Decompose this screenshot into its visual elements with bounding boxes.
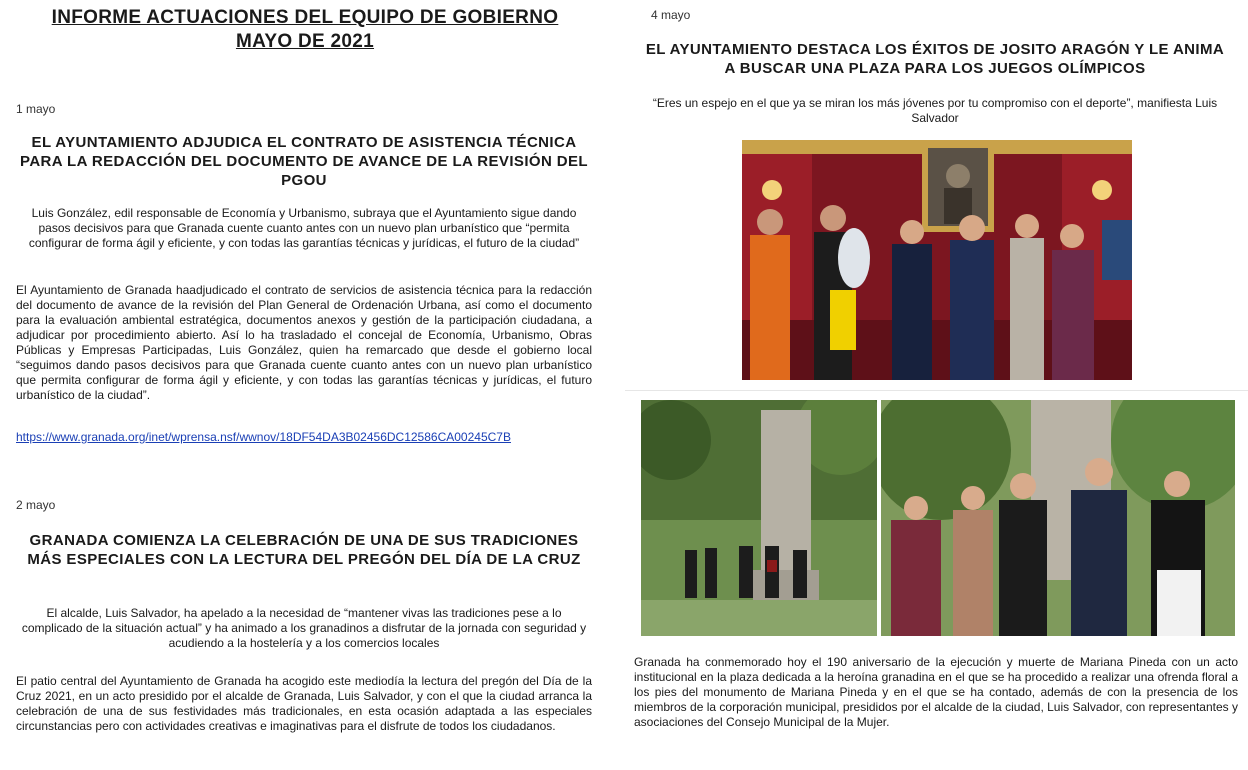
section-divider xyxy=(625,390,1248,391)
article-lead: El alcalde, Luis Salvador, ha apelado a la necesidad de “mantener vivas las tradiciones pese a lo complicado de la situación actual” y ha animado a los granadinos a disfrutar de la jornada con seguridad y acudiendo a la hostelería y a los comercios locales xyxy=(21,606,587,650)
ceremony-photo xyxy=(742,140,1132,380)
article-headline: EL AYUNTAMIENTO ADJUDICA EL CONTRATO DE ASISTENCIA TÉCNICA PARA LA REDACCIÓN DEL DOCUMENTO DE AVANCE DE LA REVISIÓN DEL PGOU xyxy=(20,134,588,189)
article-date: 2 mayo xyxy=(16,498,56,512)
monument-photo xyxy=(641,400,877,636)
report-title xyxy=(0,6,610,54)
article-headline: EL AYUNTAMIENTO DESTACA LOS ÉXITOS DE JOSITO ARAGÓN Y LE ANIMA A BUSCAR UNA PLAZA PARA LOS JUEGOS OLÍMPICOS xyxy=(645,41,1225,77)
article-body: El patio central del Ayuntamiento de Granada ha acogido este mediodía la lectura del pregón del Día de la Cruz 2021, en un acto presidido por el alcalde de Granada, Luis Salvador, y con el que la ciudad arranca la celebración de una de sus festividades más tradicionales, en esta ocasión adaptada a las especiales circunstancias pero con actividades creativas e imaginativas para el disfrute de todos los ciudadanos. xyxy=(16,674,592,733)
article-headline: GRANADA COMIENZA LA CELEBRACIÓN DE UNA DE SUS TRADICIONES MÁS ESPECIALES CON LA LECTURA DEL PREGÓN DEL DÍA DE LA CRUZ xyxy=(27,532,581,568)
report-title-line1: INFORME ACTUACIONES DEL EQUIPO DE GOBIERNO xyxy=(51,7,559,28)
article-body: Granada ha conmemorado hoy el 190 aniversario de la ejecución y muerte de Mariana Pineda con un acto institucional en la plaza dedicada a la heroína granadina en el que se ha procedido a realizar una ofrenda floral a los pies del monumento de Mariana Pineda y en el que se ha contado, además de con la presencia de los miembros de la corporación municipal, presididos por el alcalde de la ciudad, Luis Salvador, con representantes y asociaciones del Consejo Municipal de la Mujer. xyxy=(634,655,1238,729)
article-body: El Ayuntamiento de Granada haadjudicado el contrato de servicios de asistencia técnica para la redacción del documento de avance de la revisión del Plan General de Ordenación Urbana, así como el documento para la evaluación ambiental estratégica, documentos anexos y gestión de la participación ciudadana, a adjudicar por procedimiento abierto. Así lo ha trasladado el concejal de Economía, Urbanismo, Obras Públicas y Empresas Participadas, Luis González, quien ha remarcado que desde el gobierno local “seguimos dando pasos decisivos para que Granada cuente cuanto antes con un nuevo plan urbanístico que permita configurar de forma ágil y eficiente, y con todas las garantías técnicas y jurídicas, el futuro urbanístico de la ciudad”. xyxy=(16,283,592,402)
report-title-line2: MAYO DE 2021 xyxy=(235,31,375,52)
article-lead: “Eres un espejo en el que ya se miran los más jóvenes por tu compromiso con el deporte”, manifiesta Luis Salvador xyxy=(652,96,1218,125)
offering-photo xyxy=(881,400,1235,636)
article-date: 4 mayo xyxy=(651,8,691,22)
article-lead: Luis González, edil responsable de Economía y Urbanismo, subraya que el Ayuntamiento sigue dando pasos decisivos para que Granada cuente cuanto antes con un nuevo plan urbanístico que “permita configurar de forma ágil y eficiente, y con todas las garantías técnicas y jurídicas, el futuro de la ciudad” xyxy=(28,206,580,250)
article-date: 1 mayo xyxy=(16,102,56,116)
article-link[interactable]: https://www.granada.org/inet/wprensa.nsf/wwnov/18DF54DA3B02456DC12586CA00245C7B xyxy=(16,430,511,444)
